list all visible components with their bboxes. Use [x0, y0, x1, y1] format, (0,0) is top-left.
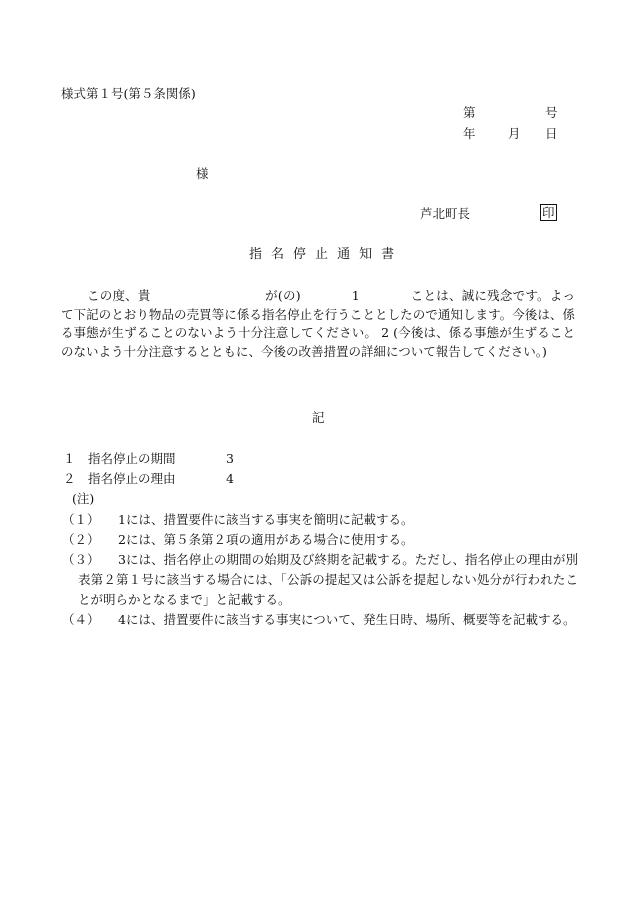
- title-char: 停: [293, 247, 307, 262]
- note-item: [62, 610, 578, 630]
- note-label: （３）: [62, 552, 100, 567]
- note-label: （２）: [62, 532, 100, 547]
- notice-body: この度、貴 が(の) 1 ことは、誠に残念です。よって下記のとおり物品の売買等に係る指名停止を行うこととしたので通知します。今後は、係る事態が生ずることのないよう十分注意してください。 2 (今後は、係る事態が生ずることのないよう十分注意するとともに、今後の改善措置の詳細について報告してください。): [61, 288, 575, 359]
- note-text: 2には、第５条第２項の適用がある場合に使用する。: [118, 532, 414, 547]
- item-reason-label: 指名停止の理由: [88, 471, 176, 486]
- seal-text: 印: [542, 205, 555, 220]
- item-period-number: １: [63, 451, 76, 466]
- note-item: [62, 510, 578, 530]
- note-item: [62, 530, 578, 550]
- title-char: 書: [381, 247, 395, 262]
- note-text: 3には、指名停止の期間の始期及び終期を記載する。ただし、指名停止の理由が別表第２第１号に該当する場合には、「公訴の提起又は公訴を提起しない処分が行われたことが明らかとなるまで」と記載する。: [78, 552, 578, 607]
- item-reason-number: ２: [63, 471, 76, 486]
- title-char: 指: [249, 247, 263, 262]
- title-char: 名: [271, 247, 285, 262]
- seal-mark: [540, 204, 557, 221]
- document-title: [249, 246, 394, 263]
- item-reason-ref: 4: [226, 471, 234, 486]
- notes-list: [62, 510, 578, 630]
- addressee-suffix: 様: [196, 166, 209, 181]
- note-text: 1には、措置要件に該当する事実を簡明に記載する。: [118, 512, 414, 527]
- number-suffix: 号: [545, 105, 558, 120]
- note-label: （４）: [62, 612, 100, 627]
- note-label: （１）: [62, 512, 100, 527]
- date-month: 月: [508, 126, 521, 141]
- ki-heading: 記: [312, 410, 325, 425]
- number-prefix: 第: [463, 105, 476, 120]
- notes-header: (注): [72, 491, 95, 506]
- title-char: 知: [359, 247, 373, 262]
- title-char: 通: [337, 247, 351, 262]
- item-period-ref: 3: [226, 451, 234, 466]
- date-year: 年: [463, 126, 476, 141]
- issuer-name: 芦北町長: [420, 206, 471, 221]
- form-label: 様式第１号(第５条関係): [61, 86, 196, 101]
- note-item: [62, 550, 578, 610]
- title-char: 止: [315, 247, 329, 262]
- note-text: 4には、措置要件に該当する事実について、発生日時、場所、概要等を記載する。: [118, 612, 576, 627]
- date-day: 日: [545, 126, 558, 141]
- item-period-label: 指名停止の期間: [88, 451, 176, 466]
